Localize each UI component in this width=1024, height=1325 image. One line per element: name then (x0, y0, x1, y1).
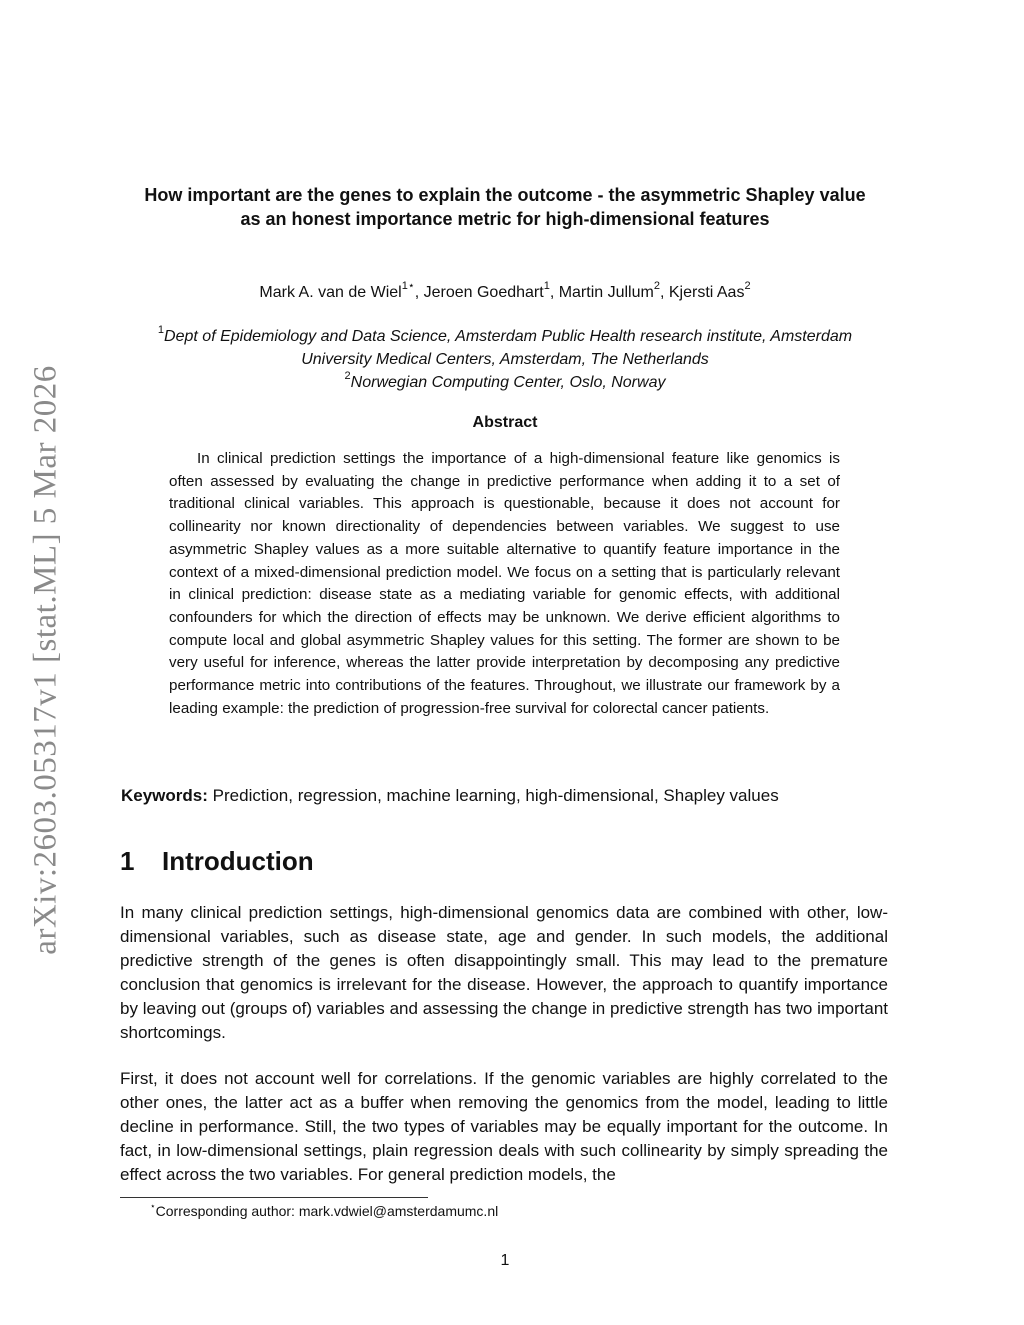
paper-title (100, 183, 910, 231)
affiliation-1-line-1: Dept of Epidemiology and Data Science, Amsterdam Public Health research institute, Amsterdam (164, 328, 853, 345)
affiliation-mark: 1 (157, 323, 165, 336)
keywords (121, 785, 891, 807)
abstract-heading: Abstract (472, 414, 538, 431)
body-paragraph: First, it does not account well for correlations. If the genomic variables are highly correlated to the other ones, the latter act as a buffer when removing the genomics from the model, leading to little decline in performance. Still, the two types of variables may be equally important for the outcome. In fact, in low-dimensional settings, plain regression deals with such collinearity by simply spreading the effect across the two variables. For general prediction models, the (120, 1069, 888, 1184)
body-paragraph: In many clinical prediction settings, high-dimensional genomics data are combined with other, low-dimensional variables, such as disease state, age and gender. In such models, the additional predictive strength of the genes is often disappointingly small. This may lead to the premature conclusion that genomics is irrelevant for the disease. However, the approach to quantify importance by leaving out (groups of) variables and assessing the change in predictive strength has two important shortcomings. (120, 903, 888, 1042)
author-name: Martin Jullum (558, 284, 654, 301)
title-line-1: How important are the genes to explain the outcome - the asymmetric Shapley value (144, 185, 866, 205)
title-line-2: as an honest importance metric for high-dimensional features (240, 209, 770, 229)
page-number: 1 (500, 1252, 510, 1269)
section-number: 1 (120, 846, 135, 876)
author-separator: , (549, 284, 559, 301)
author-affiliation-mark: 1⋆ (401, 279, 415, 292)
author-name: Mark A. van de Wiel (259, 284, 402, 301)
section-title: Introduction (162, 846, 314, 876)
author-list (100, 279, 910, 303)
affiliation-2 (100, 371, 910, 394)
affiliation-1 (100, 325, 910, 348)
author-name: Kjersti Aas (668, 284, 745, 301)
abstract-body: In clinical prediction settings the importance of a high-dimensional feature like genomics is often assessed by evaluating the change in predictive performance when adding it to a set of traditional clinical variables. This approach is questionable, because it does not account for collinearity nor known directionality of dependencies between variables. We suggest to use asymmetric Shapley values as a more suitable alternative to quantify feature importance in the context of a mixed-dimensional prediction model. We focus on a setting that is particularly relevant in clinical prediction: disease state as a mediating variable for genomic effects, with additional confounders for which the direction of effects may be unknown. We derive efficient algorithms to compute local and global asymmetric Shapley values for this setting. The former are shown to be very useful for inference, whereas the latter provide interpretation by decomposing any predictive performance metric into contributions of the features. Throughout, we illustrate our framework by a leading example: the prediction of progression-free survival for colorectal cancer patients. (169, 450, 840, 717)
affiliations (100, 325, 910, 394)
footnote-text: Corresponding author: mark.vdwiel@amsterdamumc.nl (155, 1203, 499, 1219)
affiliation-mark: 2 (344, 369, 351, 382)
author-name: Jeroen Goedhart (423, 284, 544, 301)
author-separator: , (414, 284, 424, 301)
keywords-text: Prediction, regression, machine learning, high-dimensional, Shapley values (212, 786, 779, 805)
footnote-mark: ⋆ (150, 1201, 156, 1212)
footnote (150, 1203, 498, 1219)
section-heading (120, 846, 314, 877)
affiliation-2-text: Norwegian Computing Center, Oslo, Norway (350, 374, 666, 391)
author-affiliation-mark: 2 (653, 279, 660, 292)
author-separator: , (659, 284, 669, 301)
author-affiliation-mark: 1 (543, 279, 550, 292)
keywords-label: Keywords: (121, 786, 208, 805)
arxiv-identifier: arXiv:2603.05317v1 [stat.ML] 5 Mar 2026 (27, 365, 64, 955)
affiliation-1-cont: University Medical Centers, Amsterdam, The Netherlands (301, 351, 709, 368)
author-affiliation-mark: 2 (744, 279, 751, 292)
footnote-divider (120, 1197, 428, 1198)
